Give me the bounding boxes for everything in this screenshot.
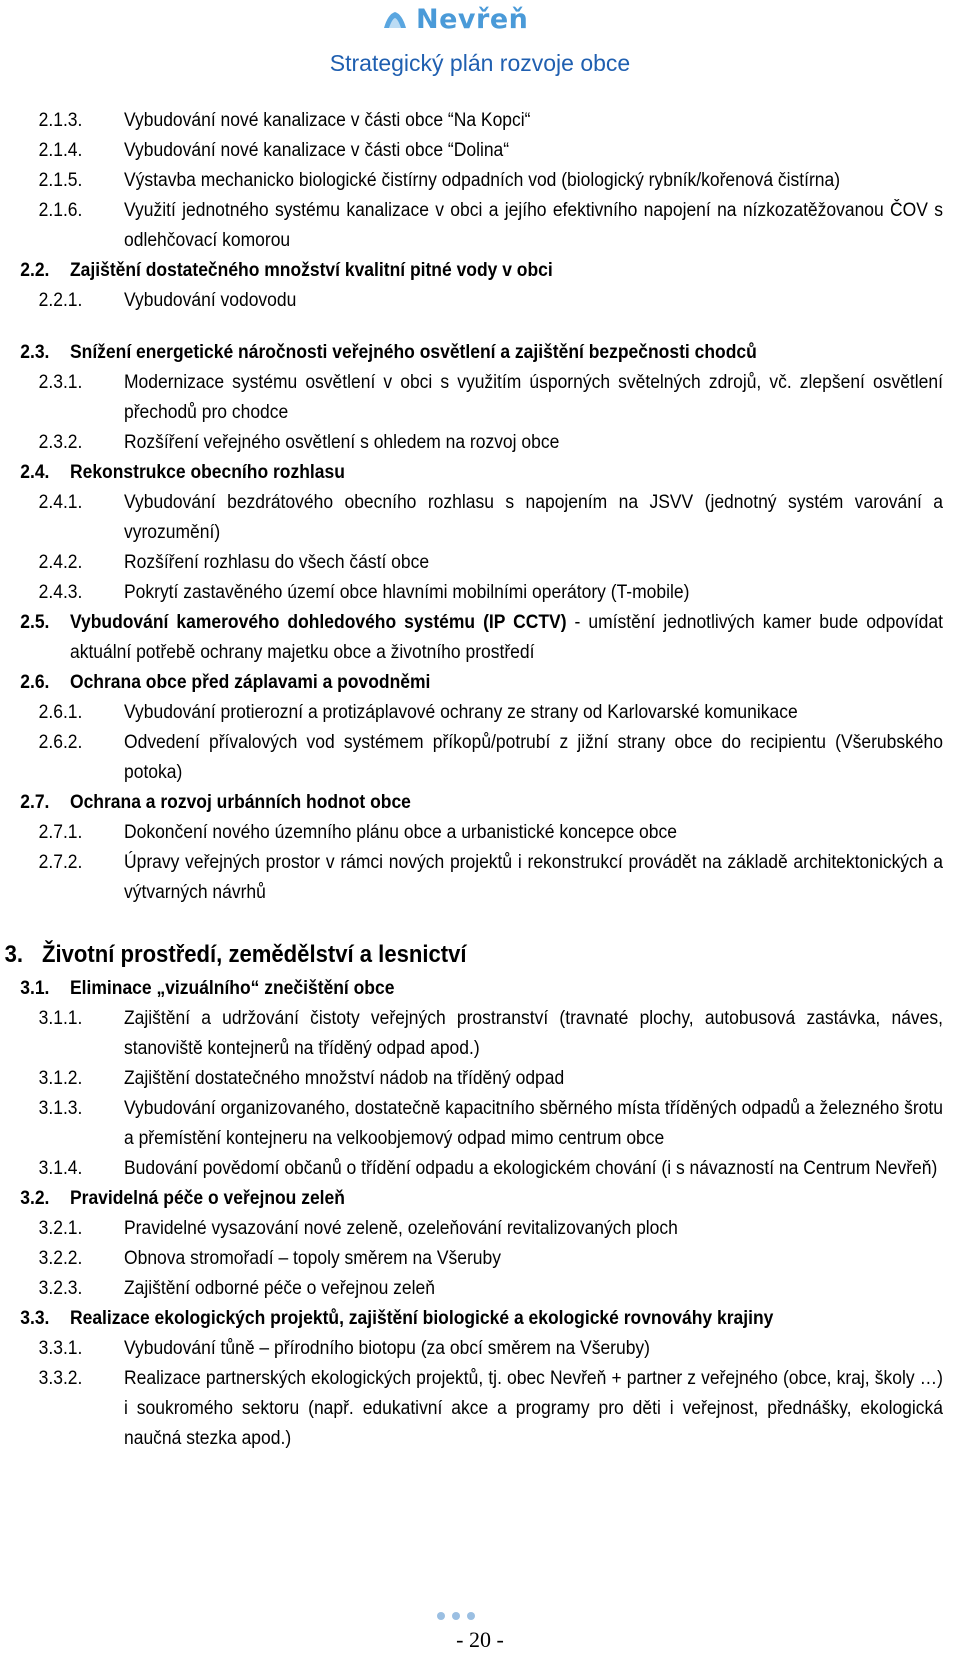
item-text — [0, 136, 943, 166]
item-title: Obnova stromořadí – topoly směrem na Všeruby — [123, 1248, 501, 1269]
item-text — [0, 1094, 943, 1154]
outline-item — [0, 106, 960, 136]
outline-item — [0, 848, 960, 908]
item-title: Životní prostředí, zemědělství a lesnictví — [41, 941, 467, 968]
item-text — [0, 488, 943, 548]
outline-item — [0, 458, 960, 488]
item-number: 2.6.2. — [38, 732, 83, 753]
item-text — [0, 578, 943, 608]
item-number: 3.3. — [20, 1308, 50, 1329]
item-number: 2.3.2. — [38, 432, 83, 453]
outline-item — [0, 1244, 960, 1274]
item-title: Rozšíření veřejného osvětlení s ohledem na rozvoj obce — [123, 432, 560, 453]
item-title: Vybudování organizovaného, dostatečně kapacitního sběrného místa tříděných odpadů a železného šrotu a přemístění kontejneru na velkoobjemový odpad mimo centrum obce — [123, 1098, 943, 1149]
outline-item — [0, 788, 960, 818]
logo-icon — [382, 10, 408, 30]
outline-item — [0, 608, 960, 668]
item-number: 2.5. — [20, 612, 50, 633]
outline-item — [0, 668, 960, 698]
item-title: Zajištění dostatečného množství nádob na tříděný odpad — [123, 1068, 565, 1089]
outline-item — [0, 196, 960, 256]
item-number: 3.2.1. — [38, 1218, 83, 1239]
item-title: Realizace ekologických projektů, zajištění biologické a ekologické rovnováhy krajiny — [69, 1308, 774, 1329]
item-number: 3.1. — [20, 978, 50, 999]
item-number: 2.3.1. — [38, 372, 83, 393]
item-title: Rekonstrukce obecního rozhlasu — [69, 462, 345, 483]
item-description: - umístění jednotlivých kamer bude odpovídat aktuální potřebě ochrany majetku obce a životního prostředí — [69, 612, 943, 663]
item-title: Realizace partnerských ekologických projektů, tj. obec Nevřeň + partner z veřejného (obce, kraj, školy …) i soukromého sektoru (např. edukativní akce a programy pro děti i veřejnost, přednášky, ekologická naučná stezka apod.) — [123, 1368, 943, 1449]
item-number: 2.3. — [20, 342, 50, 363]
outline-item — [0, 428, 960, 458]
item-number: 2.4.1. — [38, 492, 83, 513]
item-number: 2.1.6. — [38, 200, 83, 221]
outline-item — [0, 338, 960, 368]
item-text — [0, 788, 943, 818]
item-number: 3.3.1. — [38, 1338, 83, 1359]
outline-item — [0, 974, 960, 1004]
item-text — [0, 1334, 943, 1364]
item-number: 3.1.3. — [38, 1098, 83, 1119]
item-text — [0, 818, 943, 848]
item-text — [0, 458, 943, 488]
item-title: Vybudování nové kanalizace v části obce “Na Kopci“ — [123, 110, 531, 131]
item-title: Pravidelné vysazování nové zeleně, ozeleňování revitalizovaných ploch — [123, 1218, 678, 1239]
item-text — [0, 608, 943, 668]
page-number: - 20 - — [456, 1627, 504, 1652]
item-number: 2.7. — [20, 792, 50, 813]
item-text — [0, 1304, 943, 1334]
logo — [382, 4, 528, 35]
item-number: 2.7.1. — [38, 822, 83, 843]
item-title: Využití jednotného systému kanalizace v obci a jejího efektivního napojení na nízkozatěžovanou ČOV s odlehčovací komorou — [123, 200, 943, 251]
item-title: Rozšíření rozhlasu do všech částí obce — [123, 552, 430, 573]
item-title: Vybudování vodovodu — [123, 290, 297, 311]
item-title: Vybudování protierozní a protizáplavové ochrany ze strany od Karlovarské komunikace — [123, 702, 798, 723]
outline-item — [0, 166, 960, 196]
item-number: 2.2. — [20, 260, 50, 281]
item-title: Pokrytí zastavěného území obce hlavními mobilními operátory (T-mobile) — [123, 582, 690, 603]
item-text — [0, 1244, 943, 1274]
item-title: Vybudování nové kanalizace v části obce “Dolina“ — [123, 140, 510, 161]
item-title: Snížení energetické náročnosti veřejného osvětlení a zajištění bezpečnosti chodců — [69, 342, 757, 363]
item-text — [0, 974, 943, 1004]
item-title: Vybudování tůně – přírodního biotopu (za obcí směrem na Všeruby) — [123, 1338, 651, 1359]
item-number: 2.4. — [20, 462, 50, 483]
item-title: Eliminace „vizuálního“ znečištění obce — [69, 978, 395, 999]
item-text — [0, 728, 943, 788]
outline-item — [0, 818, 960, 848]
item-title: Pravidelná péče o veřejnou zeleň — [69, 1188, 345, 1209]
item-title: Vybudování bezdrátového obecního rozhlasu s napojením na JSVV (jednotný systém varování a vyrozumění) — [123, 492, 943, 543]
item-text — [0, 1364, 943, 1454]
item-text — [0, 848, 943, 908]
outline-item — [0, 256, 960, 286]
item-number: 2.4.3. — [38, 582, 83, 603]
outline-item — [0, 1094, 960, 1154]
outline-item — [0, 1334, 960, 1364]
item-number: 2.6.1. — [38, 702, 83, 723]
outline-item — [0, 1364, 960, 1454]
item-text — [0, 196, 943, 256]
logo-text: Nevřeň — [416, 4, 529, 35]
outline-item — [0, 578, 960, 608]
item-number: 3.1.1. — [38, 1008, 83, 1029]
item-text — [0, 698, 943, 728]
outline-item — [0, 698, 960, 728]
item-number: 2.6. — [20, 672, 50, 693]
footer-dots — [437, 1612, 475, 1620]
item-title: Vybudování kamerového dohledového systému (IP CCTV) — [69, 612, 567, 633]
item-text — [0, 1184, 943, 1214]
outline-item — [0, 1154, 960, 1184]
item-text — [0, 1064, 943, 1094]
item-text — [0, 668, 943, 698]
item-title: Úpravy veřejných prostor v rámci nových projektů i rekonstrukcí provádět na základě architektonických a výtvarných návrhů — [123, 852, 943, 903]
item-title: Modernizace systému osvětlení v obci s využitím úsporných světelných zdrojů, vč. zlepšení osvětlení přechodů pro chodce — [123, 372, 943, 423]
item-text — [0, 548, 943, 578]
outline-item — [0, 136, 960, 166]
outline-item — [0, 1304, 960, 1334]
item-text — [0, 368, 943, 428]
item-text — [0, 338, 943, 368]
outline-item — [0, 1184, 960, 1214]
item-number: 3.1.2. — [38, 1068, 83, 1089]
item-number: 2.7.2. — [38, 852, 83, 873]
document-body — [0, 106, 960, 1454]
item-number: 3.3.2. — [38, 1368, 83, 1389]
outline-item — [0, 368, 960, 428]
item-title: Ochrana obce před záplavami a povodněmi — [69, 672, 431, 693]
outline-item — [0, 936, 960, 974]
item-number: 3.1.4. — [38, 1158, 83, 1179]
item-number: 3.2.2. — [38, 1248, 83, 1269]
item-number: 2.1.3. — [38, 110, 83, 131]
item-number: 2.4.2. — [38, 552, 83, 573]
item-title: Ochrana a rozvoj urbánních hodnot obce — [69, 792, 411, 813]
item-title: Zajištění a udržování čistoty veřejných prostranství (travnaté plochy, autobusová zastávka, náves, stanoviště kontejnerů na tříděný odpad apod.) — [123, 1008, 943, 1059]
dot-icon — [437, 1612, 445, 1620]
outline-item — [0, 1214, 960, 1244]
item-title: Zajištění odborné péče o veřejnou zeleň — [123, 1278, 435, 1299]
item-text — [0, 936, 943, 974]
item-text — [0, 166, 943, 196]
item-text — [0, 1004, 943, 1064]
outline-item — [0, 1064, 960, 1094]
item-title: Odvedení přívalových vod systémem příkopů/potrubí z jižní strany obce do recipientu (Všerubského potoka) — [123, 732, 943, 783]
outline-item — [0, 1004, 960, 1064]
item-number: 3. — [4, 941, 24, 968]
item-number: 3.2.3. — [38, 1278, 83, 1299]
outline-item — [0, 286, 960, 316]
outline-item — [0, 548, 960, 578]
item-title: Zajištění dostatečného množství kvalitní pitné vody v obci — [69, 260, 553, 281]
outline-item — [0, 1274, 960, 1304]
item-text — [0, 1154, 943, 1184]
outline-item — [0, 728, 960, 788]
dot-icon — [452, 1612, 460, 1620]
item-text — [0, 106, 943, 136]
item-text — [0, 256, 943, 286]
item-text — [0, 286, 943, 316]
item-number: 2.1.5. — [38, 170, 83, 191]
item-number: 2.1.4. — [38, 140, 83, 161]
document-subtitle: Strategický plán rozvoje obce — [329, 50, 631, 76]
item-text — [0, 1274, 943, 1304]
item-title: Dokončení nového územního plánu obce a urbanistické koncepce obce — [123, 822, 677, 843]
outline-item — [0, 488, 960, 548]
item-number: 3.2. — [20, 1188, 50, 1209]
item-text — [0, 428, 943, 458]
item-text — [0, 1214, 943, 1244]
item-number: 2.2.1. — [38, 290, 83, 311]
item-title: Budování povědomí občanů o třídění odpadu a ekologickém chování (i s návazností na Centrum Nevřeň) — [123, 1158, 938, 1179]
item-title: Výstavba mechanicko biologické čistírny odpadních vod (biologický rybník/kořenová čistírna) — [123, 170, 841, 191]
dot-icon — [467, 1612, 475, 1620]
